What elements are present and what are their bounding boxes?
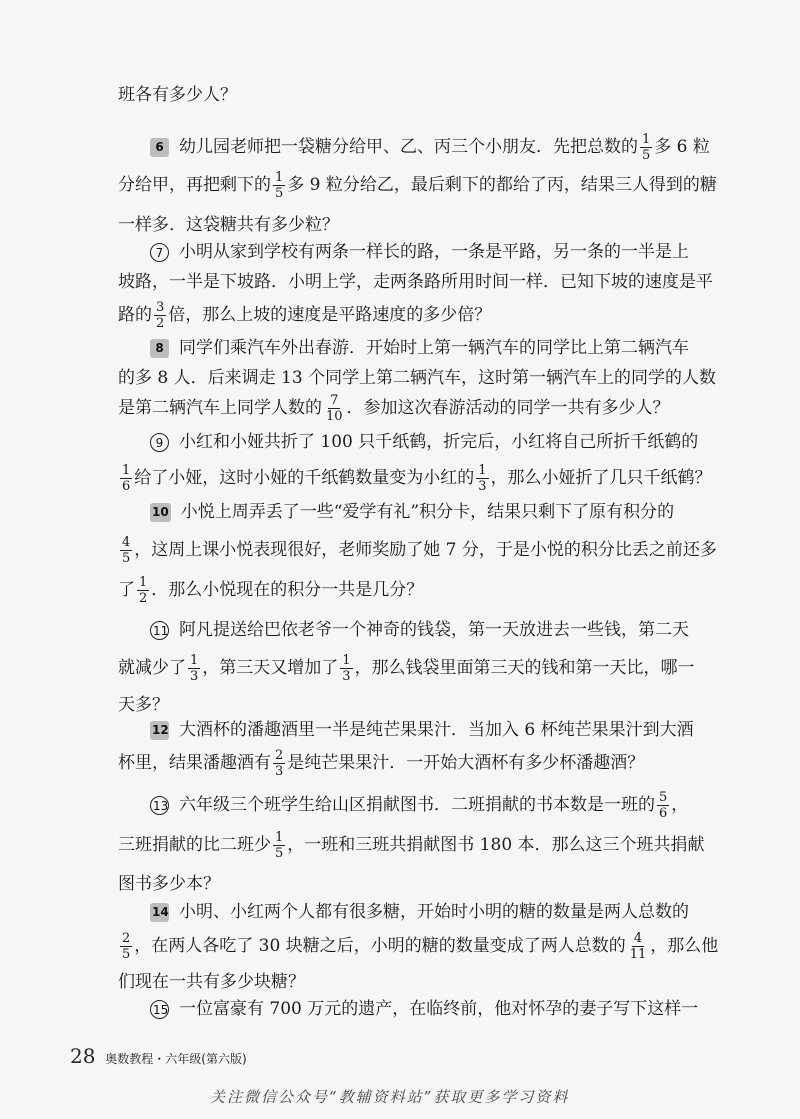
fraction-numerator: 1 — [190, 652, 199, 668]
problem-number-badge: 13 — [150, 796, 169, 815]
text-line — [118, 869, 683, 899]
fraction-denominator: 5 — [122, 550, 131, 566]
fraction — [120, 535, 132, 566]
text-line — [118, 967, 683, 997]
fraction-denominator: 3 — [190, 668, 199, 684]
problem-number-badge: 7 — [150, 243, 169, 262]
text-run: 班各有多少人？ — [118, 85, 237, 105]
fraction — [640, 132, 652, 163]
fraction-numerator: 2 — [122, 930, 131, 946]
text-run: 了 — [118, 580, 135, 600]
fraction — [476, 463, 488, 494]
problem-number-badge: 8 — [150, 339, 169, 358]
problem-start-line — [150, 237, 689, 267]
fraction-numerator: 3 — [156, 299, 165, 315]
fraction-numerator: 7 — [330, 392, 339, 408]
fraction — [273, 170, 285, 201]
fraction — [628, 931, 649, 962]
problem-number-badge: 10 — [150, 503, 171, 522]
text-run: 的多 8 人．后来调走 13 个同学上第二辆汽车，这时第一辆汽车上的同学的人数 — [118, 368, 717, 388]
text-run: 六年级三个班学生给山区捐献图书．二班捐献的书本数是一班的 — [179, 795, 655, 815]
fraction — [137, 575, 149, 606]
text-run: 小红和小娅共折了 100 只千纸鹤，折完后，小红将自己所折千纸鹤的 — [179, 432, 699, 452]
text-run: 三班捐献的比二班少 — [118, 835, 271, 855]
problem-start-line — [150, 715, 694, 745]
problem-start-line — [150, 497, 683, 527]
fraction-numerator: 4 — [122, 534, 131, 550]
text-run: 是纯芒果果汁．一开始大酒杯有多少杯潘趣酒？ — [287, 753, 645, 773]
text-run: 多 9 粒分给乙，最后剩下的都给了丙，结果三人得到的糖 — [287, 175, 717, 195]
problem-number-badge: 11 — [150, 621, 169, 640]
text-run: 图书多少本？ — [118, 874, 220, 894]
text-run: 一样多．这袋糖共有多少粒？ — [118, 215, 339, 235]
problem-number-badge: 15 — [150, 1000, 169, 1019]
text-run: 天多？ — [118, 695, 169, 715]
text-line — [118, 829, 705, 861]
fraction-numerator: 4 — [633, 930, 643, 946]
problem-start-line — [150, 427, 699, 457]
text-run: ，那么他 — [650, 936, 719, 956]
text-run: 分给甲，再把剩下的 — [118, 175, 271, 195]
text-run: 多 6 粒 — [654, 137, 710, 157]
fraction-numerator: 1 — [642, 131, 651, 147]
fraction-denominator: 5 — [275, 185, 284, 201]
text-run: ，一班和三班共捐献图书 180 本．那么这三个班共捐献 — [287, 835, 705, 855]
text-run: ，在两人各吃了 30 块糖之后，小明的糖的数量变成了两人总数的 — [134, 936, 626, 956]
fraction — [154, 300, 166, 331]
text-line — [118, 534, 717, 566]
text-run: 给了小娅，这时小娅的千纸鹤数量变为小红的 — [134, 468, 475, 488]
text-run: ，那么钱袋里面第三天的钱和第一天比，哪一 — [354, 658, 695, 678]
text-run: 阿凡提送给巴依老爷一个神奇的钱袋，第一天放进去一些钱，第二天 — [179, 620, 689, 640]
text-line — [118, 267, 713, 297]
page-footer — [70, 1044, 247, 1068]
fraction — [340, 653, 352, 684]
fraction — [324, 393, 345, 424]
text-run: 是第二辆汽车上同学人数的 — [118, 398, 322, 418]
text-run: ，第三天又增加了 — [202, 658, 339, 678]
text-run: ，那么小娅折了几只千纸鹤？ — [490, 468, 712, 488]
fraction — [188, 653, 200, 684]
problem-number-badge: 6 — [150, 138, 169, 157]
fraction-denominator: 10 — [326, 408, 343, 424]
fraction — [120, 463, 132, 494]
fraction — [273, 830, 285, 861]
fraction-numerator: 1 — [275, 169, 284, 185]
text-run: 小明、小红两个人都有很多糖，开始时小明的糖的数量是两人总数的 — [179, 902, 689, 922]
fraction-denominator: 6 — [122, 478, 131, 494]
fraction-denominator: 3 — [478, 478, 487, 494]
text-run: 同学们乘汽车外出春游．开始时上第一辆汽车的同学比上第二辆汽车 — [179, 338, 689, 358]
problem-start-line — [150, 615, 689, 645]
text-run: ．那么小悦现在的积分一共是几分？ — [151, 580, 424, 600]
watermark-text: 关注微信公众号“教辅资料站”获取更多学习资料 — [210, 1088, 570, 1106]
fraction-denominator: 2 — [139, 590, 148, 606]
fraction-numerator: 5 — [659, 789, 668, 805]
fraction-denominator: 5 — [275, 845, 284, 861]
fraction-denominator: 5 — [122, 946, 131, 962]
fraction-numerator: 2 — [275, 747, 284, 763]
problem-start-line — [150, 897, 689, 927]
fraction — [273, 748, 285, 779]
fraction-numerator: 1 — [342, 652, 351, 668]
fraction-numerator: 1 — [478, 462, 487, 478]
text-run: 小悦上周弄丢了一些“爱学有礼”积分卡，结果只剩下了原有积分的 — [180, 502, 675, 522]
text-line — [118, 363, 717, 393]
fraction-denominator: 5 — [642, 147, 651, 163]
fraction-denominator: 2 — [156, 315, 165, 331]
problem-number-badge: 9 — [150, 433, 169, 452]
fraction-numerator: 1 — [139, 574, 148, 590]
text-line — [118, 169, 717, 201]
text-line — [118, 300, 683, 330]
fraction-numerator: 1 — [122, 462, 131, 478]
text-line — [118, 930, 719, 962]
text-line — [118, 210, 683, 240]
text-line — [118, 652, 695, 684]
text-line — [118, 748, 683, 778]
fraction — [120, 931, 132, 962]
fraction-denominator: 11 — [629, 946, 647, 962]
fraction-numerator: 1 — [275, 829, 284, 845]
problem-start-line — [150, 994, 699, 1024]
fraction-denominator: 6 — [659, 805, 668, 821]
problem-start-line — [150, 789, 689, 821]
text-run: 杯里，结果潘趣酒有 — [118, 753, 271, 773]
text-run: 坡路，一半是下坡路．小明上学，走两条路所用时间一样．已知下坡的速度是平 — [118, 272, 713, 292]
text-run: 幼儿园老师把一袋糖分给甲、乙、丙三个小朋友．先把总数的 — [179, 137, 638, 157]
fraction-denominator: 3 — [275, 763, 284, 779]
fraction — [657, 790, 669, 821]
text-line — [118, 80, 683, 110]
text-line — [118, 393, 683, 423]
problem-start-line — [150, 333, 689, 363]
text-run: ．参加这次春游活动的同学一共有多少人？ — [346, 398, 670, 418]
text-run: 倍，那么上坡的速度是平路速度的多少倍？ — [168, 305, 492, 325]
text-line — [118, 575, 683, 605]
problem-start-line — [150, 131, 710, 163]
text-run: 小明从家到学校有两条一样长的路，一条是平路，另一条的一半是上 — [179, 242, 689, 262]
book-title: 奥数教程・六年级(第六版) — [105, 1052, 247, 1066]
problem-number-badge: 14 — [150, 903, 169, 922]
text-line — [118, 462, 712, 494]
text-run: 路的 — [118, 305, 152, 325]
text-run: 们现在一共有多少块糖？ — [118, 972, 305, 992]
text-run: ， — [671, 795, 689, 815]
text-run: 一位富豪有 700 万元的遗产，在临终前，他对怀孕的妻子写下这样一 — [179, 999, 699, 1019]
text-run: 大酒杯的潘趣酒里一半是纯芒果果汁．当加入 6 杯纯芒果果汁到大酒 — [179, 720, 694, 740]
text-run: ，这周上课小悦表现很好，老师奖励了她 7 分，于是小悦的积分比丢之前还多 — [134, 540, 717, 560]
fraction-denominator: 3 — [342, 668, 351, 684]
page-number: 28 — [70, 1044, 96, 1068]
problem-number-badge: 12 — [150, 721, 169, 740]
text-run: 就减少了 — [118, 658, 186, 678]
